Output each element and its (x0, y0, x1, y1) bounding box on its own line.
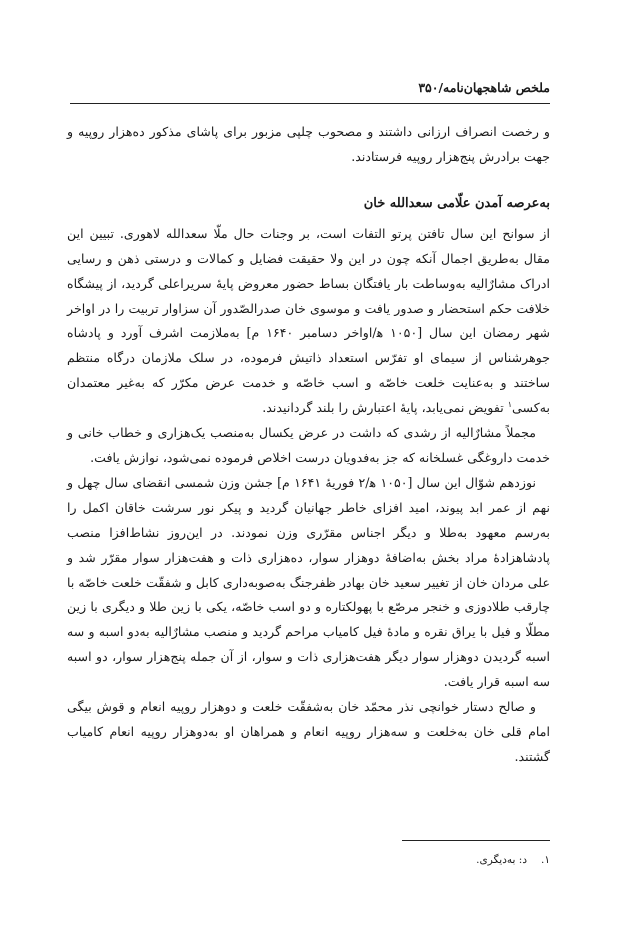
paragraph-main-text: از سوانح این سال تافتن پرتو التفات است، بر وجنات حال ملّا سعدالله لاهوری. تبیین این مقال به‌طریق اجمال آنکه چون در این ولا حقیقت فضایل و کمالات و درستی ذهن و رسایی ادراک مشارٌالیه به‌وساطت بار یافتگان بساط حضور معروض پایهٔ سریراعلی گردید، از پیشگاه خلافت حکم استحضار و صدور یافت و موسوی خان صدرالصّدور آن سزاوار تربیت را در اواخر شهر رمضان این سال [۱۰۵۰ ه‍/اواخر دسامبر ۱۶۴۰ م] به‌ملازمت اشرف آورد و پادشاه جوهرشناس از سیمای او تفرّس استعداد ذاتیش فرموده، در سلک ملازمان درگاه منتظم ساختند و به‌عنایت خلعت خاصّه و اسب خاصّه و خدمت عرض مکرّر که به‌غیر معتمدان به‌کسی (67, 225, 551, 416)
footnote-text: د: به‌دیگری. (476, 854, 528, 866)
paragraph-main (67, 222, 550, 421)
paragraph-continuation: و رخصت انصراف ارزانی داشتند و مصحوب چلپی مزبور برای پاشای مذکور ده‌هزار روپیه و جهت برادرش پنج‌هزار روپیه فرستادند. (67, 124, 550, 164)
paragraph: مجملاً مشارٌالیه از رشدی که داشت در عرض یکسال به‌منصب یک‌هزاری و خطاب خانی و خدمت داروغگی غسلخانه که جز به‌فدویان درست اخلاص فرموده نمی‌شود، نوازش یافت. (67, 425, 550, 465)
paragraph: و صالح دستار خوانچی نذر محمّد خان به‌شفقّت خلعت و دوهزار روپیه انعام و قوش بیگی امام قلی خان به‌خلعت و سه‌هزار روپیه انعام و همراهان او به‌دوهزار روپیه انعام کامیاب گشتند. (67, 699, 550, 764)
section-heading: به‌عرصه آمدن علّامی سعدالله خان (363, 195, 550, 211)
page-body (67, 120, 550, 770)
paragraph-main-tail: تفویض نمی‌یابد، پایهٔ اعتبارش را بلند گردانیدند. (262, 400, 504, 416)
running-head: ملخص شاهجهان‌نامه/۳۵۰ (418, 80, 550, 95)
footnote (67, 852, 550, 868)
paragraph: نوزدهم شوّال این سال [۱۰۵۰ ه‍/۲ فوریهٔ ۱۶۴۱ م] جشن وزن شمسی انقضای سال چهل و نهم از عمر ابد پیوند، امید افزای خاطر جهانیان گردید و پیکر نور سرشت خاقان اکمل را به‌رسم معهود به‌طلا و دیگر اجناس مقرّری وزن نمودند. در این‌روز نشاط‌افزا منصب پادشاهزادهٔ مراد بخش به‌اضافهٔ دوهزار سوار، ده‌هزاری ذات و هفت‌هزار سوار مقرّر شد و علی مردان خان از تغییر سعید خان بهادر ظفرجنگ به‌صوبه‌داری کابل و شفقّت خلعت خاصّه با چارقب طلادوزی و خنجر مرصّع با پهولکتاره و دو اسب خاصّه، یکی با زین طلا و دیگری با زین مطلّا و فیل با یراق نقره و مادهٔ فیل کامیاب مراحم گردید و منصب مشارٌالیه به‌دو اسبه و سه اسبه گردیدن دوهزار سوار دیگر هفت‌هزاری ذات و سوار، از آن جمله پنج‌هزار سوار، دو اسبه سه اسبه قرار یافت. (67, 474, 550, 690)
footnote-rule (402, 840, 550, 841)
footnote-number: ۱. (541, 854, 550, 866)
footnote-marker[interactable]: ۱ (507, 399, 513, 409)
header-rule (70, 103, 550, 104)
